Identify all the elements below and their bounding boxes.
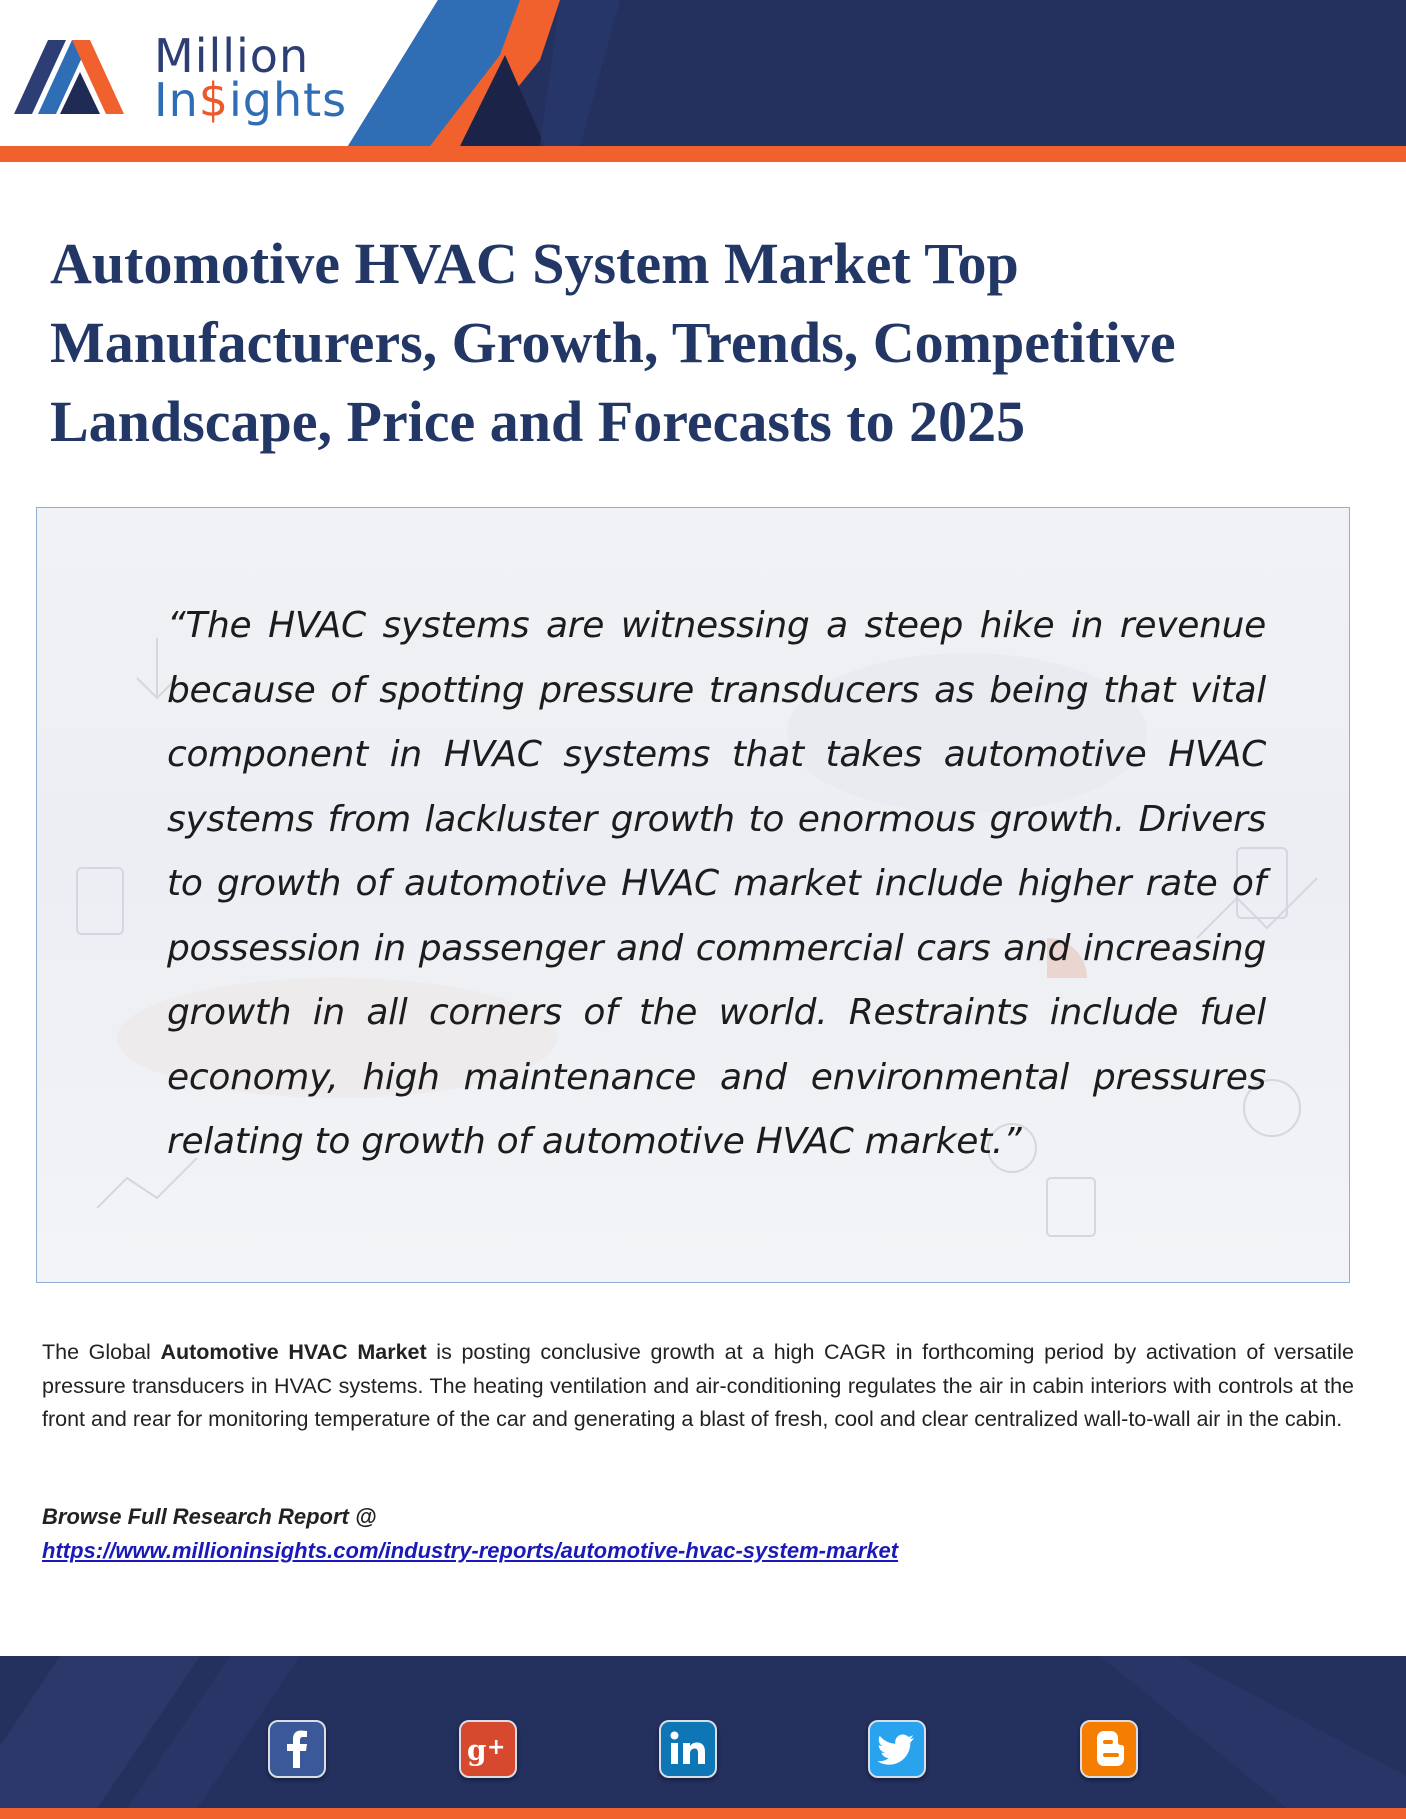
- logo-insights-prefix: In: [154, 73, 199, 127]
- browse-report-section: [42, 1500, 1342, 1568]
- intro-paragraph: [42, 1336, 1354, 1437]
- logo-insights-suffix: ights: [229, 73, 348, 127]
- intro-text-start: The Global: [42, 1340, 161, 1364]
- quote-box: [36, 507, 1350, 1283]
- logo-dollar-sign: $: [198, 73, 230, 127]
- google-plus-button[interactable]: [459, 1720, 517, 1778]
- header-banner: [0, 0, 1406, 162]
- browse-label: Browse Full Research Report @: [42, 1504, 377, 1529]
- page-title: Automotive HVAC System Market Top Manufacturers, Growth, Trends, Competitive Landscape, Price and Forecasts to 2025: [50, 231, 1176, 454]
- linkedin-icon: [661, 1722, 715, 1776]
- logo-wordmark: [154, 29, 348, 127]
- intro-text-rest: is posting conclusive growth at a high CAGR in forthcoming period by activation of versatile pressure transducers in HVAC systems. The heating ventilation and air-conditioning regulates the air in cabin interiors with controls at the front and rear for monitoring temperature of the car and generating a blast of fresh, cool and clear centralized wall-to-wall air in the cabin.: [42, 1340, 1354, 1431]
- logo-line-million: Million: [154, 29, 310, 83]
- blogger-icon: [1082, 1722, 1136, 1776]
- twitter-button[interactable]: [868, 1720, 926, 1778]
- report-link[interactable]: https://www.millioninsights.com/industry-reports/automotive-hvac-system-market: [42, 1538, 899, 1563]
- facebook-button[interactable]: [268, 1720, 326, 1778]
- svg-text:g: g: [467, 1734, 487, 1767]
- blogger-button[interactable]: [1080, 1720, 1138, 1778]
- intro-market-name: Automotive HVAC Market: [160, 1340, 427, 1364]
- google-plus-icon: [461, 1722, 515, 1776]
- logo-line-insights: [154, 73, 348, 127]
- quote-text: “The HVAC systems are witnessing a steep hike in revenue because of spotting pressure transducers as being that vital component in HVAC systems that takes automotive HVAC systems from lackluster growth to enormous growth. Drivers to growth of automotive HVAC market include higher rate of possession in passenger and commercial cars and increasing growth in all corners of the world. Restraints include fuel economy, high maintenance and environmental pressures relating to growth of automotive HVAC market.”: [167, 605, 1266, 1162]
- twitter-icon: [870, 1722, 924, 1776]
- svg-text:+: +: [487, 1735, 506, 1760]
- linkedin-button[interactable]: [659, 1720, 717, 1778]
- logo-mark-icon: [14, 30, 134, 120]
- facebook-icon: [270, 1722, 324, 1776]
- million-insights-logo[interactable]: [14, 29, 348, 130]
